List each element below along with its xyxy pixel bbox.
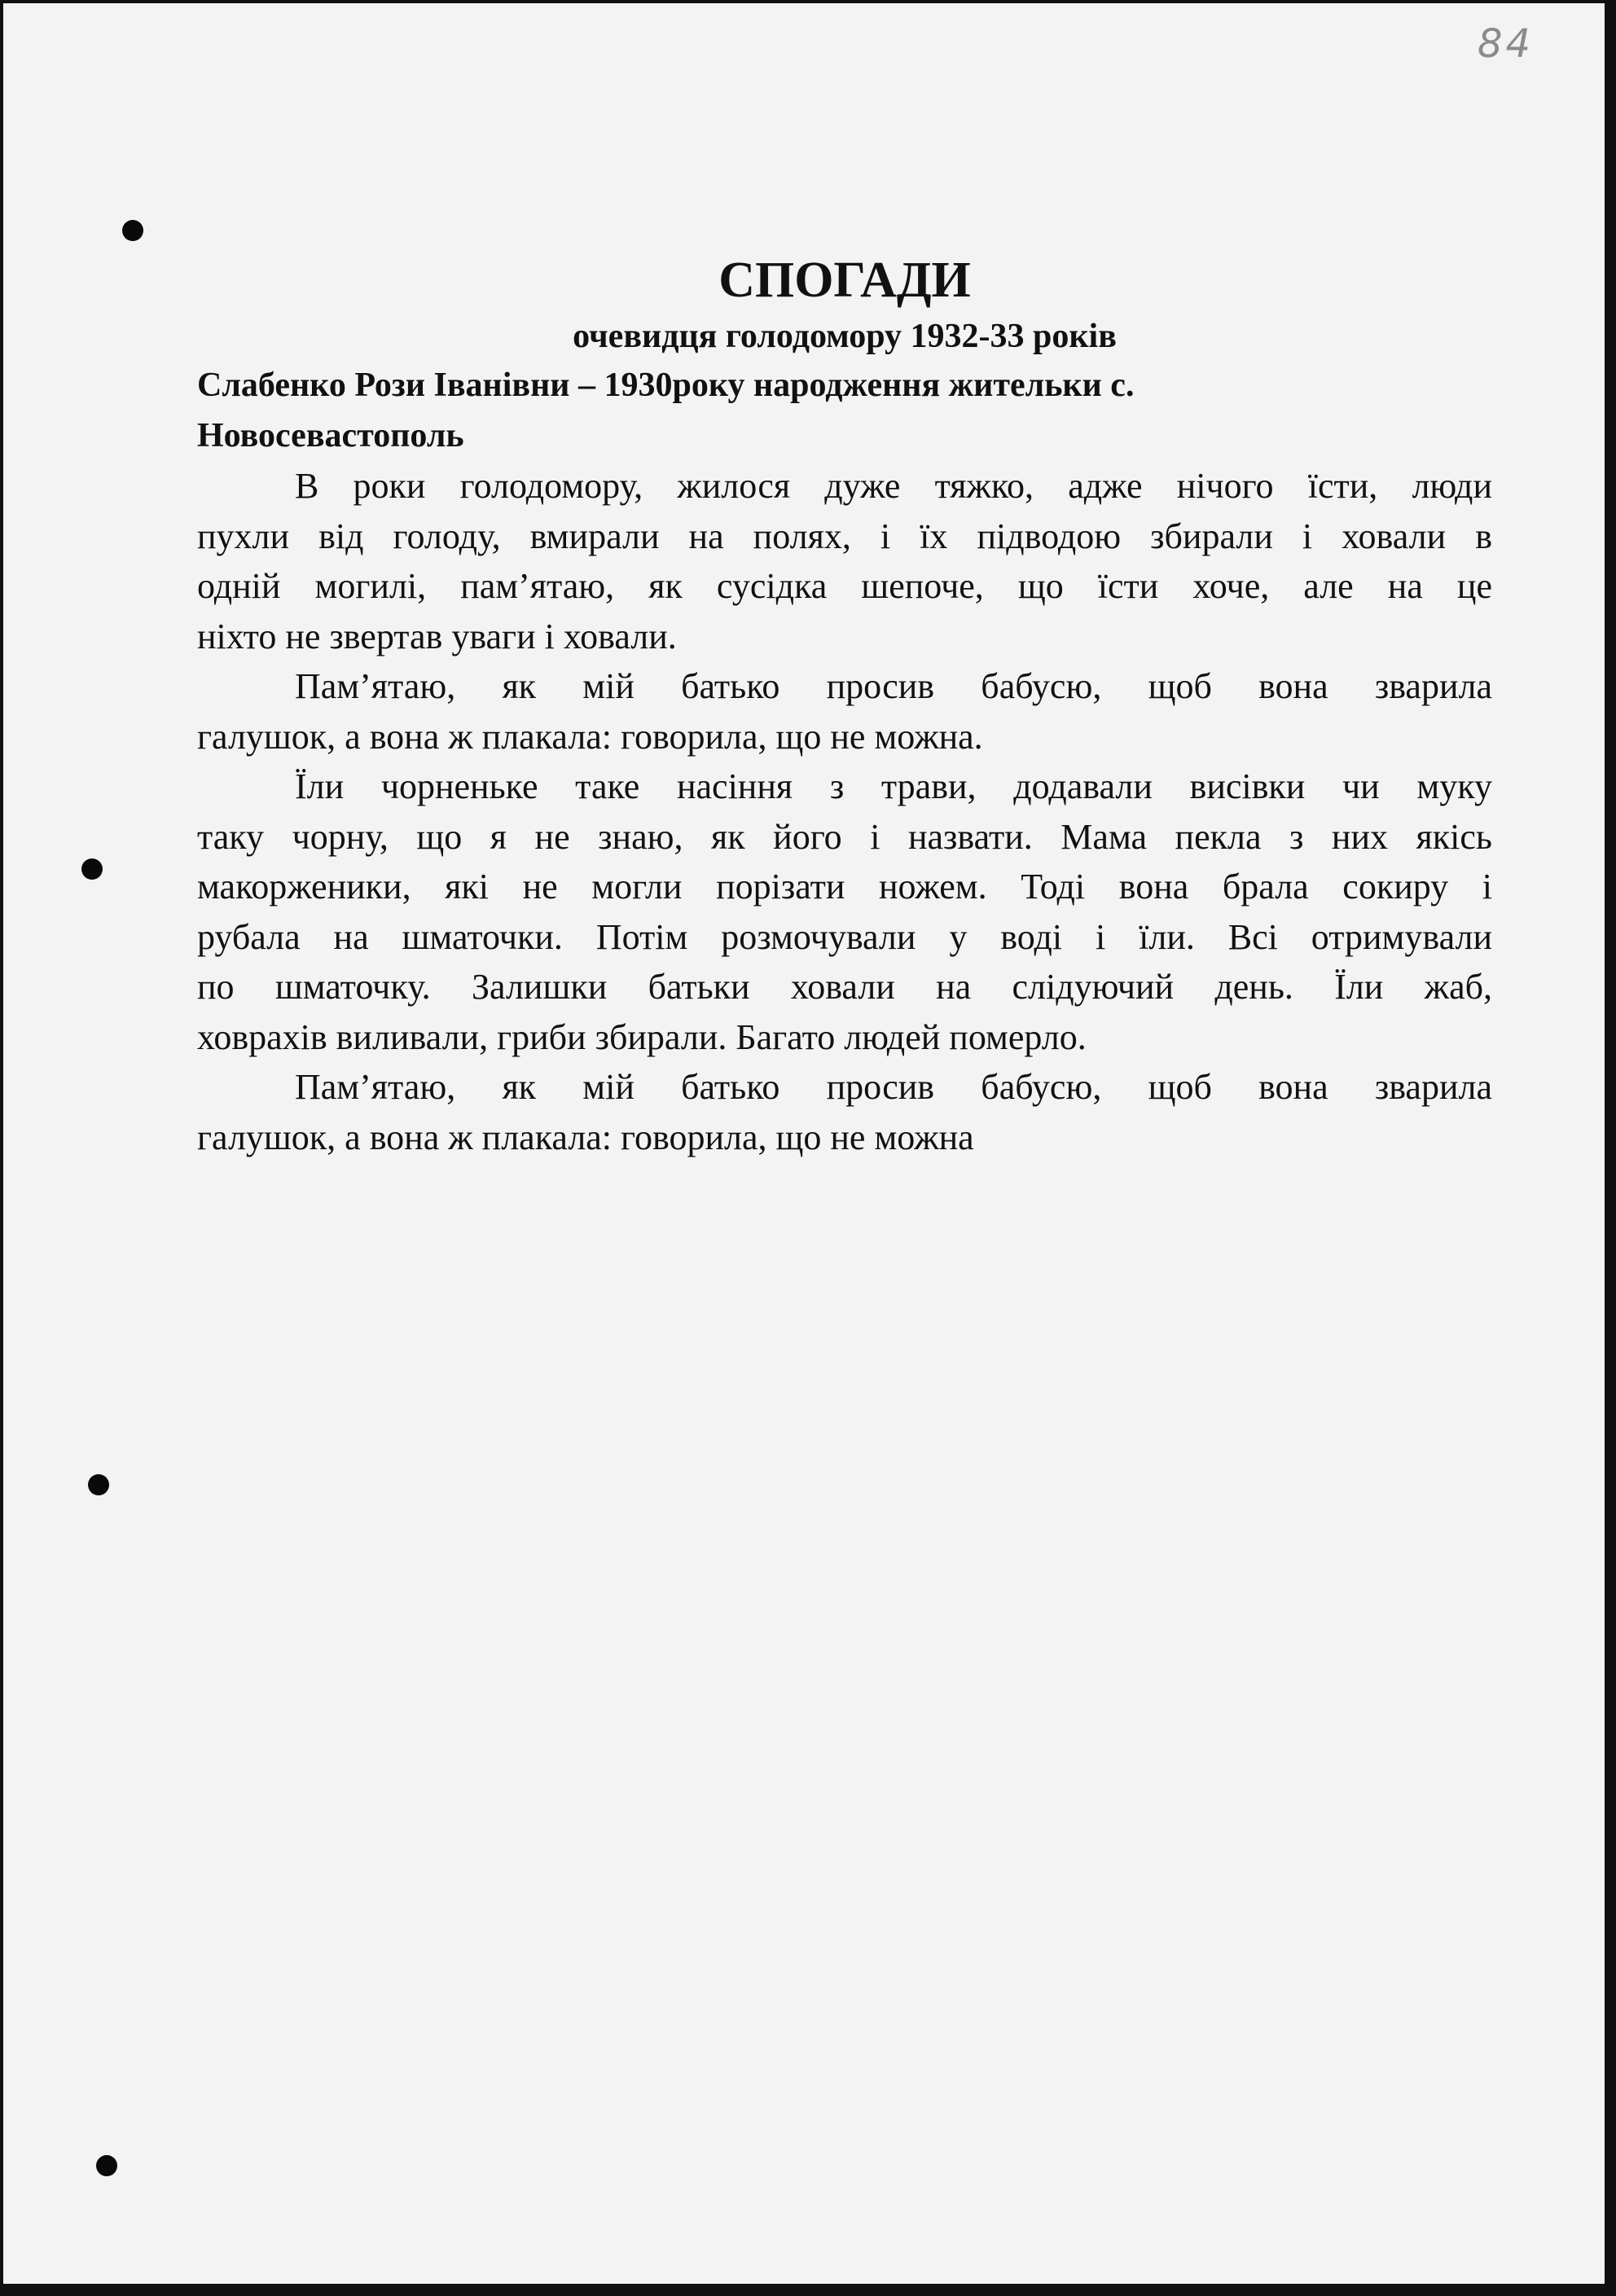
document-title: СПОГАДИ (718, 252, 971, 308)
text-line: таку чорну, що я не знаю, як його і назвати. Мама пекла з них якісь (197, 816, 1492, 857)
text-line: ніхто не звертав уваги і ховали. (197, 616, 677, 656)
text-line: Пам’ятаю, як мій батько просив бабусю, щоб вона зварила (295, 1067, 1492, 1107)
text-line: ховрахів виливали, гриби збирали. Багато людей померло. (197, 1016, 1087, 1057)
author-line: Слабенко Рози Іванівни – 1930року народження жительки с. (197, 367, 1135, 404)
author-line: Новосевастополь (197, 417, 464, 454)
text-line: пухли від голоду, вмирали на полях, і їх підводою збирали і ховали в (197, 516, 1492, 556)
text-line: одній могилі, пам’ятаю, як сусідка шепоче, що їсти хоче, але на це (197, 566, 1492, 606)
paragraph (197, 762, 1492, 1062)
punch-hole (96, 2155, 117, 2176)
text-line: Пам’ятаю, як мій батько просив бабусю, щоб вона зварила (295, 666, 1492, 706)
memoir-text (197, 248, 1492, 1162)
paragraph (197, 661, 1492, 762)
document-subtitle: очевидця голодомору 1932-33 років (573, 318, 1117, 355)
punch-hole (81, 858, 103, 880)
body-paragraphs (197, 461, 1492, 1162)
page-number: 84 (1478, 21, 1535, 67)
paragraph (197, 1062, 1492, 1162)
punch-hole (122, 220, 143, 241)
text-line: галушок, а вона ж плакала: говорила, що не можна (197, 1117, 974, 1157)
text-line: В роки голодомору, жилося дуже тяжко, адже нічого їсти, люди (295, 466, 1492, 506)
text-line: Їли чорненьке таке насіння з трави, додавали висівки чи муку (295, 766, 1492, 806)
paragraph (197, 461, 1492, 661)
document-page (3, 3, 1605, 2284)
text-line: рубала на шматочки. Потім розмочували у воді і їли. Всі отримували (197, 916, 1492, 957)
text-line: галушок, а вона ж плакала: говорила, що не можна. (197, 716, 983, 757)
text-line: макорженики, які не могли порізати ножем. Тоді вона брала сокиру і (197, 867, 1492, 907)
punch-hole (88, 1474, 109, 1495)
text-line: по шматочку. Залишки батьки ховали на слідуючий день. Їли жаб, (197, 967, 1492, 1007)
